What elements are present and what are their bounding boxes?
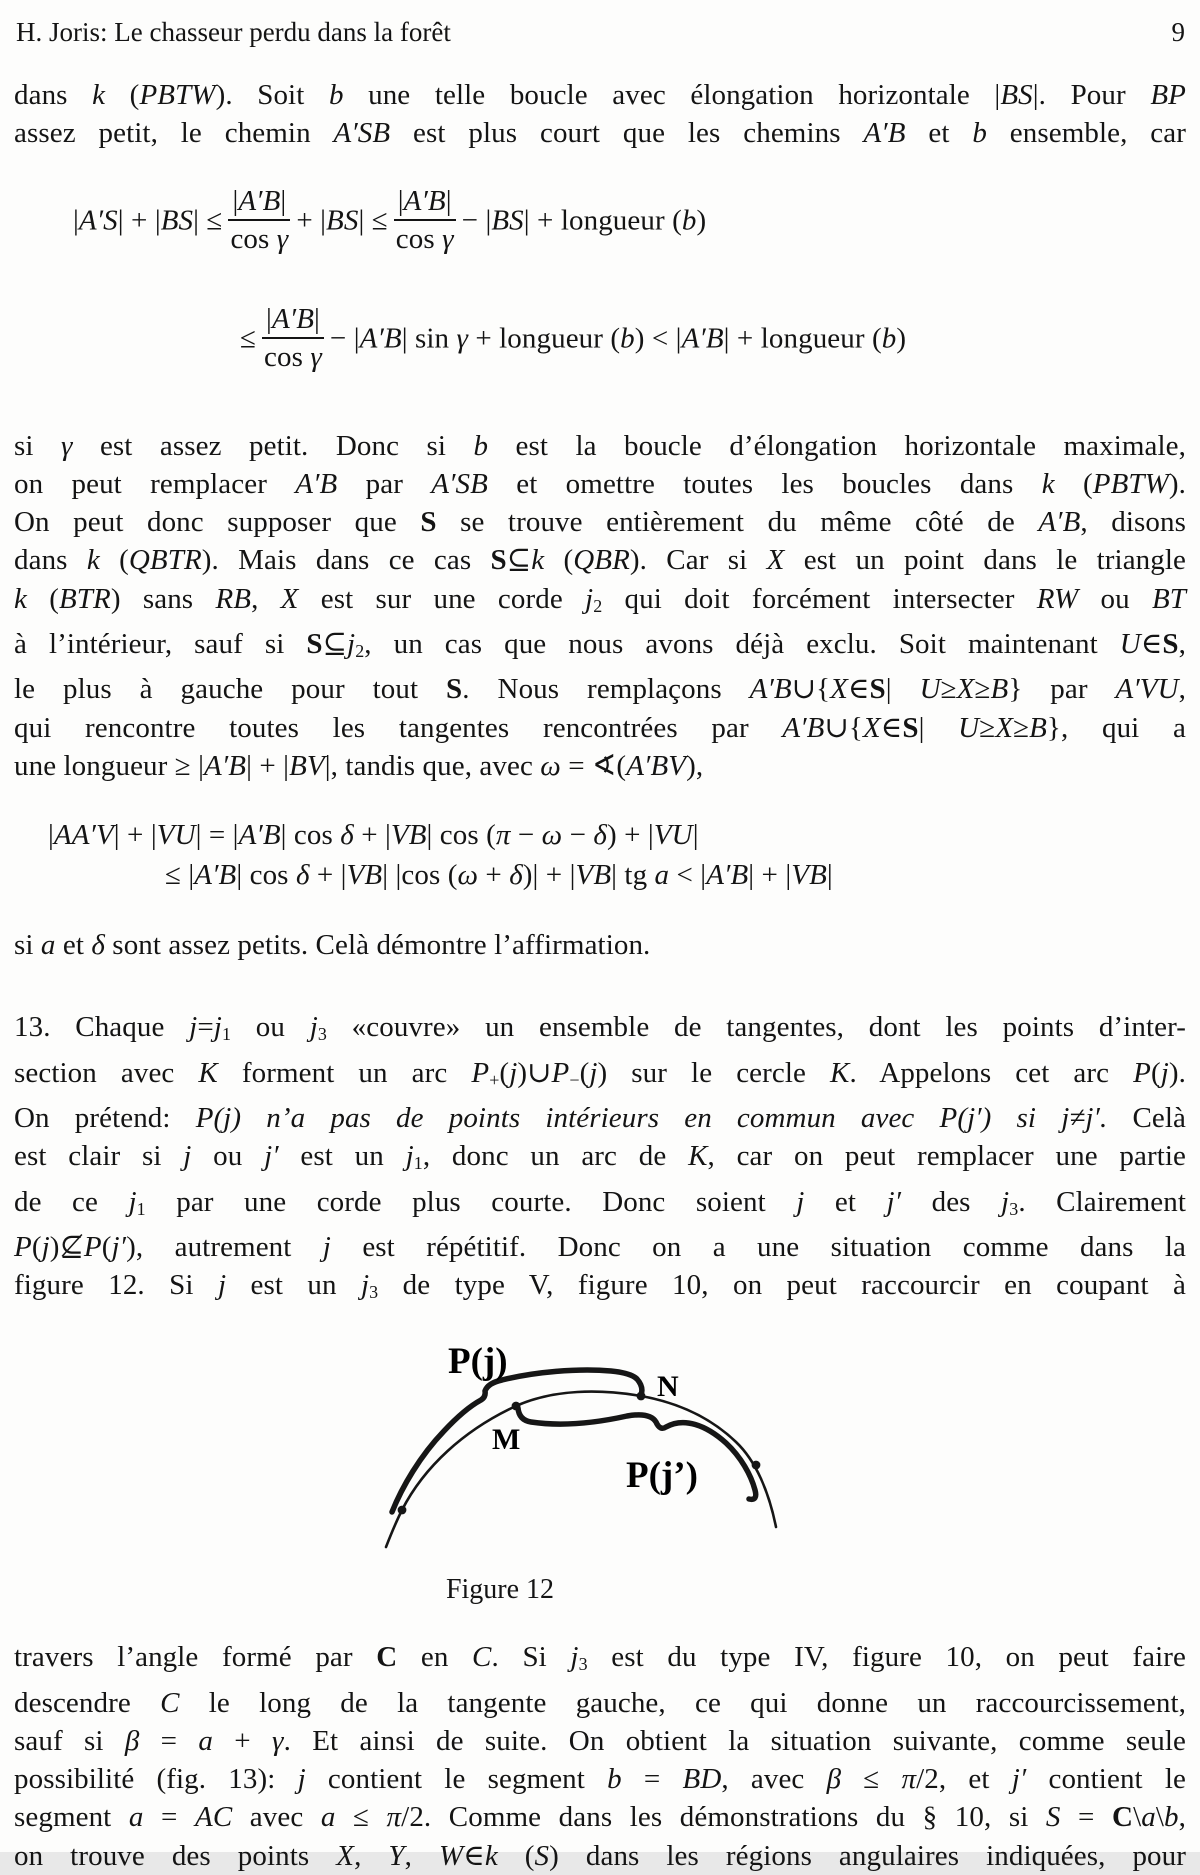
text-line: |AA′V| + |VU| = |A′B| cos δ + |VB| cos (π − ω − δ) + |VU| [48, 819, 699, 852]
text-line: k (BTR) sans RB, X est sur une corde j2 qui doit forcément intersecter RW ou BT [14, 582, 1186, 616]
text-line: une longueur ≥ |A′B| + |BV|, tandis que, avec ω = ∢(A′BV), [14, 749, 704, 782]
text-line: possibilité (fig. 13): j contient le segment b = BD, avec β ≤ π/2, et j′ contient le [14, 1763, 1186, 1796]
text-line: P(j)⊈P(j′), autrement j est répétitif. Donc on a une situation comme dans la [14, 1230, 1186, 1263]
arc-endpoint-dot [398, 1506, 407, 1515]
paragraph [14, 1638, 1186, 1875]
paragraph [14, 76, 1186, 153]
point-M-dot [512, 1402, 521, 1411]
fraction: $\frac{|A'B|}{\text{cos γ}}$ [394, 184, 456, 256]
display-equation [14, 184, 1186, 259]
text-line: assez petit, le chemin A′SB est plus court que les chemins A′B et b ensemble, car [14, 117, 1186, 150]
text-line: dans k (PBTW). Soit b une telle boucle avec élongation horizontale |BS|. Pour BP [14, 79, 1186, 111]
figure-caption: Figure 12 [445, 1574, 555, 1606]
display-equation [14, 302, 1186, 377]
text-line: on peut remplacer A′B par A′SB et omettre toutes les boucles dans k (PBTW). [14, 467, 1186, 500]
text-line: si γ est assez petit. Donc si b est la boucle d’élongation horizontale maximale, [14, 429, 1186, 462]
text-line: est clair si j ou j′ est un j1, donc un arc de K, car on peut remplacer une partie [14, 1140, 1187, 1174]
text-line: travers l’angle formé par C en C. Si j3 est du type IV, figure 10, on peut faire [14, 1641, 1186, 1675]
label-N: N [657, 1370, 679, 1404]
label-M: M [492, 1423, 521, 1457]
text-line: descendre C le long de la tangente gauche, ce qui donne un raccourcissement, [14, 1686, 1186, 1719]
text-line: le plus à gauche pour tout S. Nous remplaçons A′B∪{X∈S| U≥X≥B} par A′VU, [14, 673, 1186, 706]
text-column-top [0, 76, 1200, 1311]
text-line: de ce j1 par une corde plus courte. Donc soient j et j′ des j3. Clairement [14, 1185, 1186, 1219]
page-header [0, 0, 1200, 49]
text-line: à l’intérieur, sauf si S⊆j2, un cas que nous avons déjà exclu. Soit maintenant U∈S, [14, 628, 1186, 661]
text-line: segment a = AC avec a ≤ π/2. Comme dans les démonstrations du § 10, si S = C\a\b, [14, 1801, 1187, 1834]
text-line: On peut donc supposer que S se trouve entièrement du même côté de A′B, disons [14, 506, 1186, 539]
paragraph [14, 926, 1186, 964]
text-line: ≤ |A′B| cos δ + |VB| |cos (ω + δ)| + |VB| tg a < |A′B| + |VB| [165, 859, 833, 892]
label-P-j-prime: P(j’) [626, 1455, 698, 1497]
text-line: figure 12. Si j est un j3 de type V, figure 10, on peut raccourcir en coupant à [14, 1269, 1186, 1303]
figure-12 [0, 1329, 1200, 1606]
fraction: $\frac{|A'B|}{\text{cos γ}}$ [262, 302, 324, 374]
running-title: H. Joris: Le chasseur perdu dans la forêt [16, 17, 451, 47]
text-line: sauf si β = a + γ. Et ainsi de suite. On obtient la situation suivante, comme seule [14, 1724, 1187, 1757]
text-column-bottom [0, 1638, 1200, 1875]
paragraph [14, 1008, 1186, 1311]
text-line: section avec K forment un arc P+(j)∪P−(j) sur le cercle K. Appelons cet arc P(j). [14, 1056, 1186, 1090]
circle-arc-K [386, 1392, 776, 1547]
display-equation [14, 815, 1186, 895]
right-endpoint-dot [752, 1461, 761, 1470]
text-line: si a et δ sont assez petits. Celà démontre l’affirmation. [14, 929, 651, 962]
text-line: On prétend: P(j) n’a pas de points intérieurs en commun avec P(j′) si j≠j′. Celà [14, 1101, 1186, 1134]
figure-12-drawing [0, 1329, 1200, 1561]
label-P-j: P(j) [448, 1341, 508, 1383]
text-line: 13. Chaque j=j1 ou j3 «couvre» un ensemble de tangentes, dont les points d’inter- [14, 1011, 1187, 1045]
text-line: ≤ $\frac{|A'B|}{\text{cos γ}}$ − |A′B| sin γ + longueur (b) < |A′B| + longueur (b) [240, 302, 907, 373]
text-line: dans k (QBTR). Mais dans ce cas S⊆k (QBR). Car si X est un point dans le triangle [14, 544, 1186, 577]
fraction: $\frac{|A'B|}{\text{cos γ}}$ [228, 184, 290, 256]
point-N-dot [637, 1392, 646, 1401]
text-line: |A′S| + |BS| ≤ $\frac{|A'B|}{\text{cos γ}}$ + |BS| ≤ $\frac{|A'B|}{\text{cos γ}}$ − |BS| + longueur (b) [73, 184, 707, 255]
text-line: on trouve des points X, Y, W∈k (S) dans les régions angulaires indiquées, pour [14, 1839, 1187, 1872]
paragraph [14, 427, 1186, 786]
page-number: 9 [1171, 17, 1185, 47]
text-line: qui rencontre toutes les tangentes rencontrées par A′B∪{X∈S| U≥X≥B}, qui a [14, 711, 1186, 744]
